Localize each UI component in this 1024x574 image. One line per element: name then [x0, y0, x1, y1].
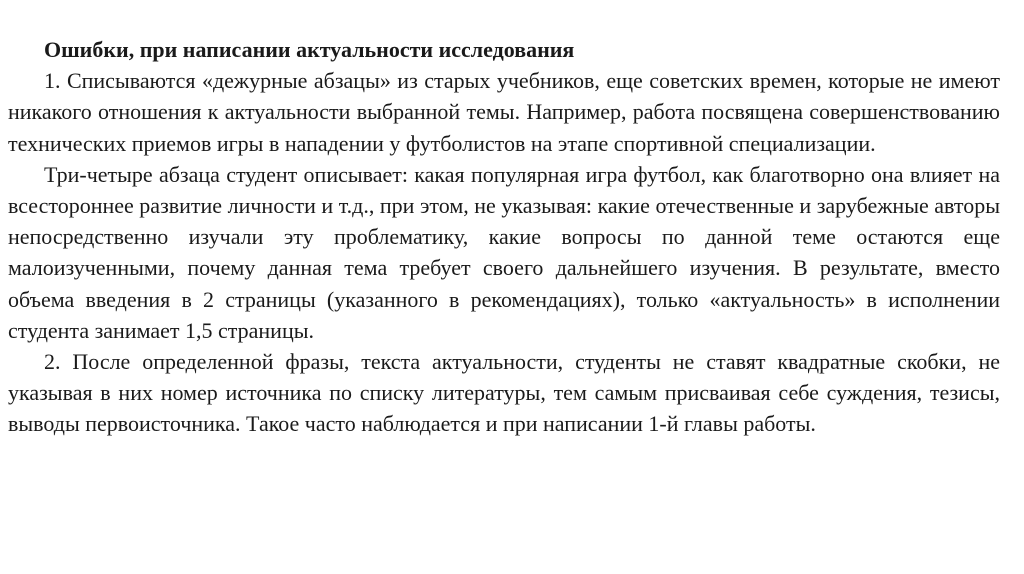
paragraph-student-description: Три-четыре абзаца студент описывает: какая популярная игра футбол, как благотворно она влияет на всестороннее развитие личности и т.д., при этом, не указывая: какие отечественные и зарубежные авторы непосредственно изучали эту проблематику, какие вопросы по данной теме остаются еще малоизученными, почему данная тема требует своего дальнейшего изучения. В результате, вместо объема введения в 2 страницы (указанного в рекомендациях), только «актуальность» в исполнении студента занимает 1,5 страницы. [8, 161, 1000, 343]
slide-heading: Ошибки, при написании актуальности исследования [44, 37, 575, 62]
paragraph-missing-citations: 2. После определенной фразы, текста актуальности, студенты не ставят квадратные скобки, не указывая в них номер источника по списку литературы, тем самым присваивая себе суждения, тезисы, выводы первоисточника. Такое часто наблюдается и при написании 1-й главы работы. [8, 349, 1000, 437]
slide-content [8, 34, 1000, 440]
paragraph-copied-paragraphs: 1. Списываются «дежурные абзацы» из старых учебников, еще советских времен, которые не имеют никакого отношения к актуальности выбранной темы. Например, работа посвящена совершенствованию технических приемов игры в нападении у футболистов на этапе спортивной специализации. [8, 68, 1000, 156]
